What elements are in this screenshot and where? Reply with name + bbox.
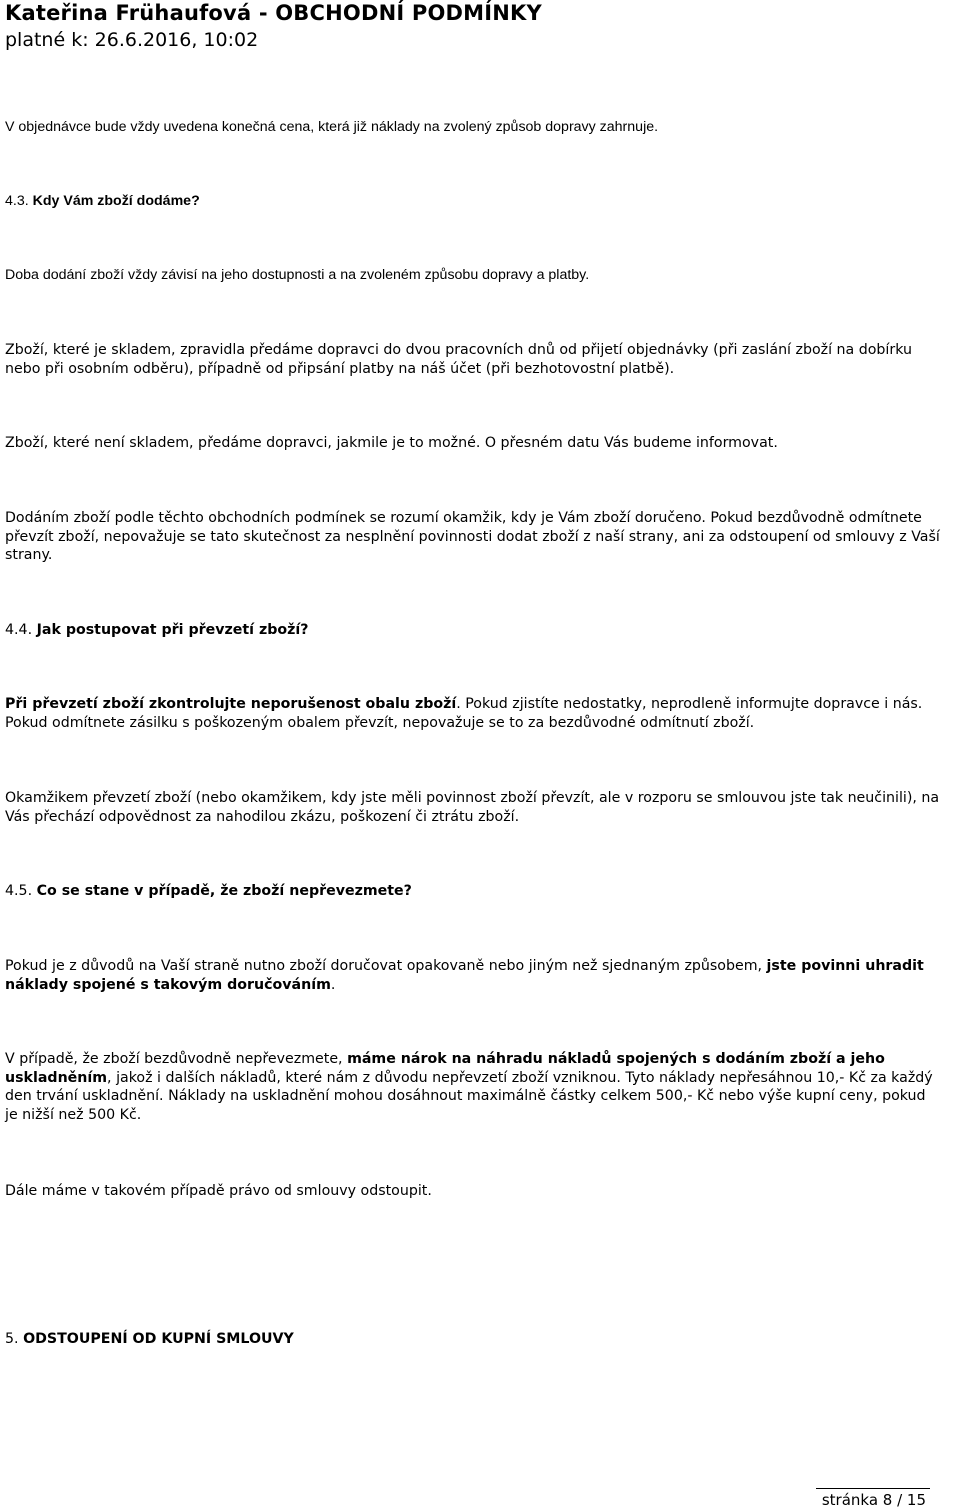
- paragraph-out-of-stock: Zboží, které není skladem, předáme dopravci, jakmile je to možné. O přesném datu Vás budeme informovat.: [5, 435, 778, 451]
- section-heading-4-5: [5, 882, 940, 901]
- section-number: 4.4.: [5, 622, 33, 638]
- text: , jakož i dalších nákladů, které nám z důvodu nepřevzetí zboží vzniknou. Tyto náklady nepřesáhnou 10,- Kč za každý den trvání uskladnění. Náklady na uskladnění mohou dosáhnout maximálně částky celkem 500,- Kč nebo výše kupní ceny, pokud je nižší než 500 Kč.: [5, 1069, 933, 1123]
- bold-text: Při převzetí zboží zkontrolujte neporušenost obalu zboží: [5, 696, 457, 712]
- paragraph-withdrawal-right: Dále máme v takovém případě právo od smlouvy odstoupit.: [5, 1183, 432, 1199]
- section-title: Jak postupovat při převzetí zboží?: [36, 622, 309, 638]
- text: Pokud je z důvodů na Vaší straně nutno zboží doručovat opakovaně nebo jiným než sjednaným způsobem,: [5, 958, 767, 974]
- section-title: Kdy Vám zboží dodáme?: [32, 193, 200, 209]
- section-title: ODSTOUPENÍ OD KUPNÍ SMLOUVY: [23, 1331, 294, 1347]
- paragraph-inspection: [5, 695, 940, 732]
- page-header: [5, 0, 542, 53]
- document-title: Kateřina Frühaufová - OBCHODNÍ PODMÍNKY: [5, 1, 542, 25]
- footer-divider: [816, 1488, 930, 1489]
- paragraph-liability: Okamžikem převzetí zboží (nebo okamžikem, kdy jste měli povinnost zboží převzít, ale v rozporu se smlouvou jste tak neučinili), na Vás přechází odpovědnost za nahodilou zkázu, poškození či ztrátu zboží.: [5, 790, 940, 825]
- section-heading-4-4: [5, 621, 940, 640]
- text: .: [330, 976, 336, 993]
- text: V případě, že zboží bezdůvodně nepřevezmete,: [5, 1051, 348, 1067]
- bold-text: máme nárok na náhradu nákladů spojených s dodáním zboží a jeho uskladněním: [5, 1051, 885, 1086]
- paragraph-in-stock: Zboží, které je skladem, zpravidla předáme dopravci do dvou pracovních dnů od přijetí objednávky (při zaslání zboží na dobírku nebo při osobním odběru), případně od připsání platby na náš účet (při bezhotovostní platbě).: [5, 342, 912, 377]
- paragraph-delivery-time: Doba dodání zboží vždy závisí na jeho dostupnosti a na zvoleném způsobu dopravy a platby.: [5, 267, 590, 283]
- section-heading-4-3: [5, 192, 940, 211]
- section-heading-5: [5, 1330, 940, 1349]
- page-number: stránka 8 / 15: [821, 1491, 926, 1509]
- section-title: Co se stane v případě, že zboží nepřevezmete?: [36, 883, 412, 899]
- section-number: 4.3.: [5, 193, 29, 209]
- section-number: 5.: [5, 1331, 19, 1347]
- bold-text: jste povinni uhradit náklady spojené s takovým doručováním: [5, 958, 924, 993]
- paragraph-storage-costs: [5, 1050, 940, 1124]
- paragraph-repeated-delivery: [5, 957, 940, 994]
- section-number: 4.5.: [5, 883, 33, 899]
- paragraph-delivery-definition: Dodáním zboží podle těchto obchodních podmínek se rozumí okamžik, kdy je Vám zboží doručeno. Pokud bezdůvodně odmítnete převzít zboží, nepovažuje se tato skutečnost za nesplnění povinnosti dodat zboží z naší strany, ani za odstoupení od smlouvy z Vaší strany.: [5, 510, 940, 564]
- valid-date: platné k: 26.6.2016, 10:02: [5, 29, 259, 51]
- paragraph-final-price: V objednávce bude vždy uvedena konečná cena, která již náklady na zvolený způsob dopravy zahrnuje.: [5, 119, 659, 135]
- text: . Pokud zjistíte nedostatky, neprodleně informujte dopravce i nás. Pokud odmítnete zásilku s poškozeným obalem převzít, nepovažuje se to za bezdůvodné odmítnutí zboží.: [5, 696, 923, 731]
